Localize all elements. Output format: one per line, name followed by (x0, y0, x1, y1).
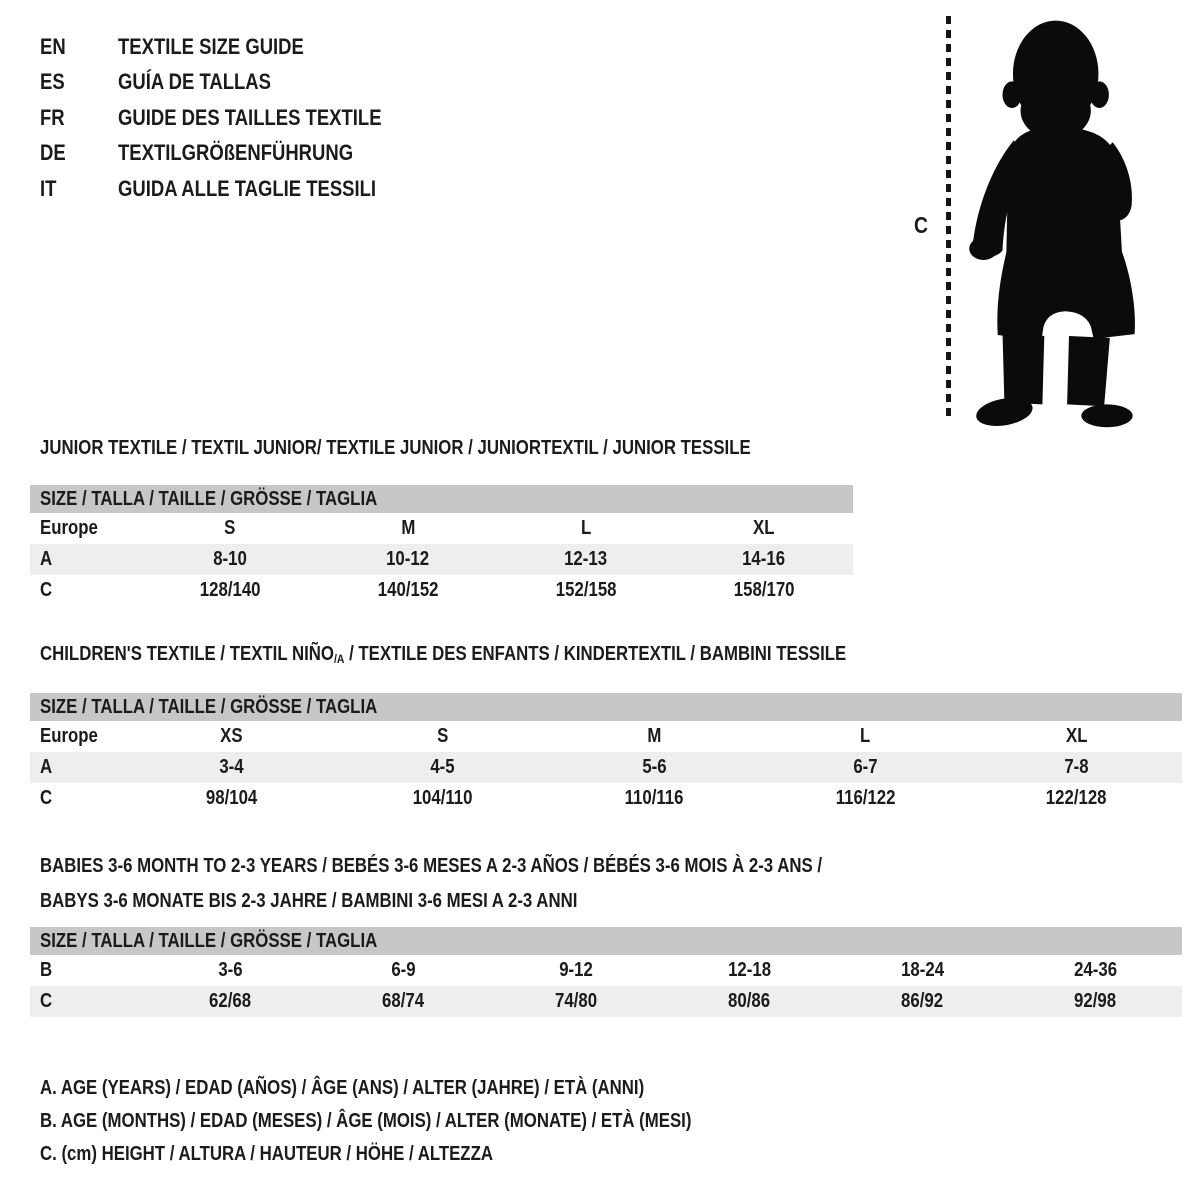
size-cell: 24-36 (1074, 959, 1117, 981)
measure-legend (40, 1072, 816, 1171)
size-cell: 110/116 (624, 787, 684, 809)
table-row-europe (30, 513, 853, 544)
size-header-row (30, 693, 1182, 721)
junior-section-title: JUNIOR TEXTILE / TEXTIL JUNIOR/ TEXTILE JUNIOR / JUNIORTEXTIL / JUNIOR TESSILE (40, 437, 751, 459)
size-cell: 12-18 (728, 959, 771, 981)
size-cell: XL (1065, 725, 1088, 747)
size-cell: 7-8 (1064, 756, 1089, 778)
guide-title: GUIDA ALLE TAGLIE TESSILI (118, 175, 377, 201)
size-cell: S (437, 725, 449, 747)
size-cell: 140/152 (377, 579, 439, 601)
legend-age-months: B. AGE (MONTHS) / EDAD (MESES) / ÂGE (MOIS) / ALTER (MONATE) / ETÀ (MESI) (40, 1110, 692, 1132)
size-cell: 122/128 (1046, 787, 1107, 809)
table-row-height (30, 575, 853, 606)
size-cell: 98/104 (205, 787, 258, 809)
size-cell: 68/74 (382, 990, 425, 1012)
babies-title-line-1: BABIES 3-6 MONTH TO 2-3 YEARS / BEBÉS 3-6 MESES A 2-3 AÑOS / BÉBÉS 3-6 MOIS À 2-3 ANS / (40, 855, 823, 877)
language-code: EN (40, 33, 66, 59)
row-label: C (40, 990, 53, 1012)
guide-title: GUIDE DES TAILLES TEXTILE (118, 104, 382, 130)
size-cell: 3-4 (219, 756, 244, 778)
size-cell: 4-5 (430, 756, 455, 778)
children-size-table (30, 693, 1182, 814)
row-label: A (40, 756, 53, 778)
row-label: A (40, 548, 53, 570)
legend-height-cm: C. (cm) HEIGHT / ALTURA / HAUTEUR / HÖHE / ALTEZZA (40, 1143, 493, 1165)
guide-title: TEXTILE SIZE GUIDE (118, 33, 304, 59)
language-code: DE (40, 140, 66, 166)
babies-size-table (30, 927, 1182, 1017)
table-row-age (30, 544, 853, 575)
size-cell: 86/92 (901, 990, 944, 1012)
height-measure-dashed-line (946, 16, 951, 416)
table-row-europe (30, 721, 1182, 752)
nino-a-subscript: /A (333, 652, 345, 666)
language-row-it (40, 171, 432, 207)
language-row-fr (40, 100, 432, 136)
size-cell: 74/80 (555, 990, 598, 1012)
language-code: FR (40, 104, 65, 130)
size-cell: 128/140 (199, 579, 261, 601)
table-row-months (30, 955, 1182, 986)
babies-textile-section (30, 849, 1182, 1017)
size-cell: S (224, 517, 236, 539)
children-textile-section (30, 643, 1182, 814)
size-cell: 12-13 (564, 548, 608, 570)
babies-section-title (40, 849, 1182, 919)
table-row-age (30, 752, 1182, 783)
size-cell: 62/68 (209, 990, 252, 1012)
size-cell: 6-7 (853, 756, 878, 778)
row-label: C (40, 787, 53, 809)
legend-age-years: A. AGE (YEARS) / EDAD (AÑOS) / ÂGE (ANS) / ALTER (JAHRE) / ETÀ (ANNI) (40, 1077, 645, 1099)
size-header-row (30, 485, 853, 513)
size-cell: M (400, 517, 415, 539)
size-cell: 10-12 (386, 548, 430, 570)
language-header (40, 29, 432, 207)
junior-textile-section (30, 437, 853, 606)
size-cell: M (646, 725, 661, 747)
size-cell: 104/110 (412, 787, 473, 809)
size-cell: 116/122 (835, 787, 896, 809)
size-cell: XL (753, 517, 775, 539)
language-row-de (40, 136, 432, 172)
size-header-row (30, 927, 1182, 955)
size-header-band: SIZE / TALLA / TAILLE / GRÖSSE / TAGLIA (30, 693, 1182, 721)
size-cell: 6-9 (391, 959, 416, 981)
toddler-silhouette-icon (955, 12, 1145, 432)
row-label: Europe (40, 517, 98, 539)
size-cell: 5-6 (641, 756, 667, 778)
size-cell: 80/86 (728, 990, 771, 1012)
table-row-height (30, 783, 1182, 814)
guide-title: GUÍA DE TALLAS (118, 69, 271, 95)
babies-title-line-2: BABYS 3-6 MONATE BIS 2-3 JAHRE / BAMBINI 3-6 MESI A 2-3 ANNI (40, 890, 578, 912)
size-cell: 92/98 (1074, 990, 1117, 1012)
language-row-es (40, 65, 432, 101)
guide-title: TEXTILGRÖßENFÜHRUNG (118, 140, 354, 166)
junior-size-table (30, 485, 853, 606)
children-section-title: CHILDREN'S TEXTILE / TEXTIL NIÑO/A / TEXTILE DES ENFANTS / KINDERTEXTIL / BAMBINI TESSILE (40, 643, 847, 666)
language-code: ES (40, 69, 65, 95)
size-cell: L (580, 517, 592, 539)
size-cell: 9-12 (559, 959, 594, 981)
size-cell: 14-16 (742, 548, 786, 570)
language-code: IT (40, 175, 57, 201)
size-cell: XS (220, 725, 243, 747)
size-cell: 8-10 (213, 548, 247, 570)
size-cell: 152/158 (555, 579, 617, 601)
row-label: C (40, 579, 53, 601)
size-cell: L (860, 725, 871, 747)
size-cell: 158/170 (733, 579, 795, 601)
table-row-height (30, 986, 1182, 1017)
height-measure-label: C (914, 212, 928, 238)
size-cell: 18-24 (901, 959, 944, 981)
language-row-en (40, 29, 432, 65)
row-label: B (40, 959, 53, 981)
row-label: Europe (40, 725, 98, 747)
size-header-band: SIZE / TALLA / TAILLE / GRÖSSE / TAGLIA (30, 927, 1182, 955)
size-header-band: SIZE / TALLA / TAILLE / GRÖSSE / TAGLIA (30, 485, 853, 513)
size-cell: 3-6 (218, 959, 243, 981)
